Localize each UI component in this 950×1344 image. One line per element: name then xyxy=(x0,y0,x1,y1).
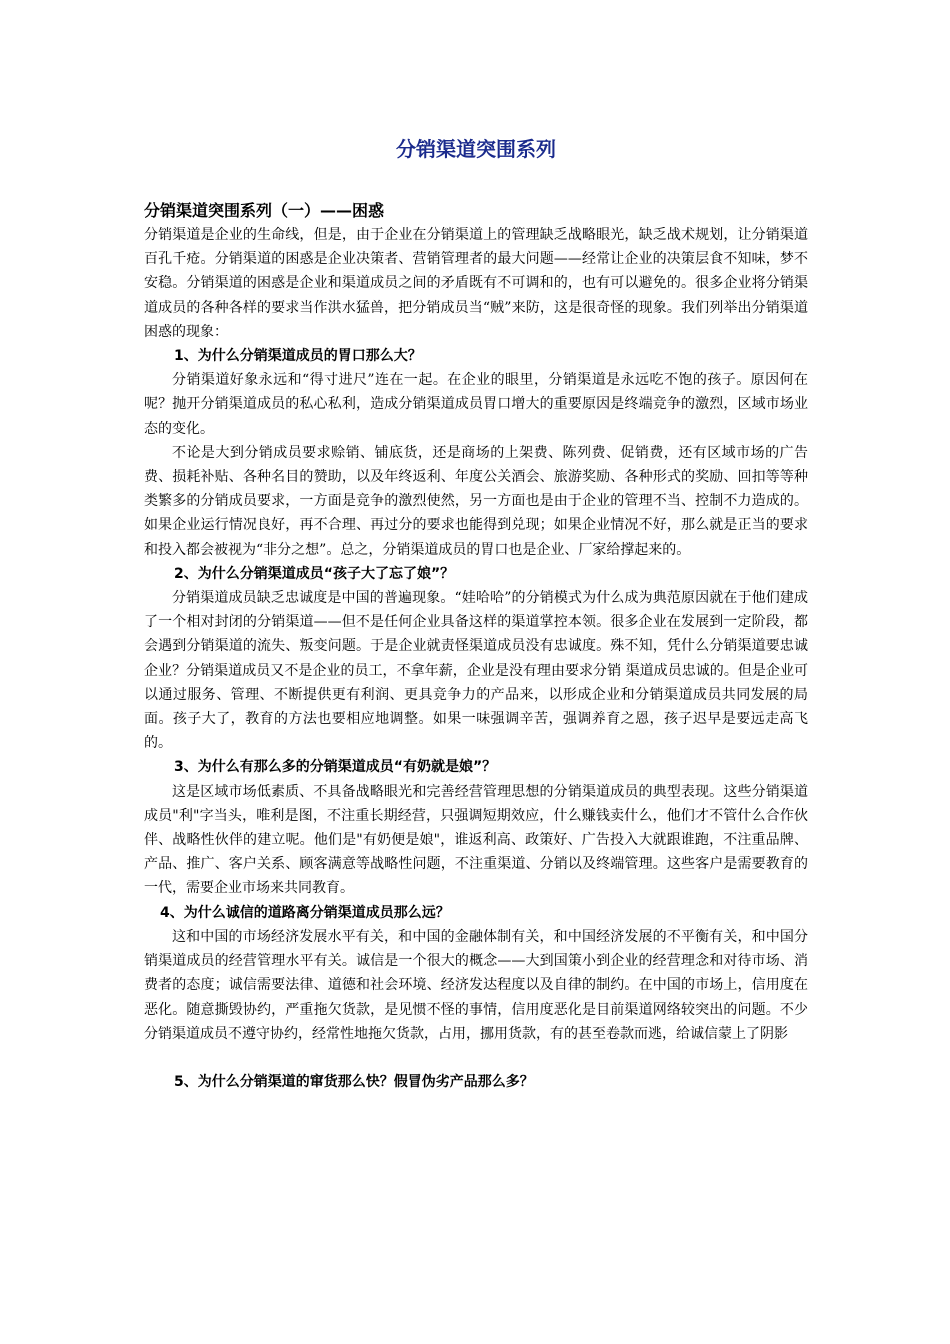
document-title: 分销渠道突围系列 xyxy=(396,137,556,161)
document-body xyxy=(144,223,808,1094)
paragraph-3-1: 这是区域市场低素质、不具备战略眼光和完善经营管理思想的分销渠道成员的典型表现。这些分销渠道成员"利"字当头，唯利是图，不注重长期经营，只强调短期效应，什么赚钱卖什么，他们才不管什么合作伙伴、战略性伙伴的建立呢。他们是"有奶便是娘"，谁返利高、政策好、广告投入大就跟谁跑，不注重品牌、产品、推广、客户关系、顾客满意等战略性问题，不注重渠道、分销以及终端管理。这些客户是需要教育的一代，需要企业市场来共同教育。 xyxy=(144,783,808,897)
paragraph-gap xyxy=(144,1046,808,1070)
question-heading-2: 2、为什么分销渠道成员“孩子大了忘了娘”？ xyxy=(174,565,455,582)
section-heading: 分销渠道突围系列（一）——困惑 xyxy=(144,201,385,220)
paragraph-1-1: 分销渠道好象永远和“得寸进尺”连在一起。在企业的眼里，分销渠道是永远吃不饱的孩子。原因何在呢？抛开分销渠道成员的私心私利，造成分销渠道成员胃口增大的重要原因是终端竞争的激烈，区域市场业态的变化。 xyxy=(144,372,808,437)
question-heading-1: 1、为什么分销渠道成员的胃口那么大？ xyxy=(174,348,422,365)
paragraph-4-1: 这和中国的市场经济发展水平有关，和中国的金融体制有关，和中国经济发展的不平衡有关，和中国分销渠道成员的经营管理水平有关。诚信是一个很大的概念——大到国策小到企业的经营理念和对待市场、消费者的态度；诚信需要法律、道德和社会环境、经济发达程度以及自律的制约。在中国的市场上，信用度在恶化。随意撕毁协约，严重拖欠货款，是见惯不怪的事情，信用度恶化是目前渠道网络较突出的问题。不少分销渠道成员不遵守协约，经常性地拖欠货款，占用，挪用货款，有的甚至卷款而逃，给诚信蒙上了阴影 xyxy=(144,928,808,1042)
question-heading-5: 5、为什么分销渠道的窜货那么快？假冒伪劣产品那么多？ xyxy=(174,1073,534,1090)
paragraph-1-2: 不论是大到分销成员要求赊销、铺底货，还是商场的上架费、陈列费、促销费，还有区域市场的广告费、损耗补贴、各种名目的赞助，以及年终返利、年度公关酒会、旅游奖励、各种形式的奖励、回扣等等种类繁多的分销成员要求，一方面是竞争的激烈使然，另一方面也是由于企业的管理不当、控制不力造成的。如果企业运行情况良好，再不合理、再过分的要求也能得到兑现；如果企业情况不好，那么就是正当的要求和投入都会被视为“非分之想”。总之，分销渠道成员的胃口也是企业、厂家给撑起来的。 xyxy=(144,444,808,558)
question-heading-3: 3、为什么有那么多的分销渠道成员“有奶就是娘”？ xyxy=(174,759,497,776)
question-heading-4: 4、为什么诚信的道路离分销渠道成员那么远？ xyxy=(160,904,450,921)
intro-paragraph: 分销渠道是企业的生命线，但是，由于企业在分销渠道上的管理缺乏战略眼光，缺乏战术规划，让分销渠道百孔千疮。分销渠道的困惑是企业决策者、营销管理者的最大问题——经常让企业的决策层食不知味，梦不安稳。分销渠道的困惑是企业和渠道成员之间的矛盾既有不可调和的，也有可以避免的。很多企业将分销渠道成员的各种各样的要求当作洪水猛兽，把分销成员当“贼”来防，这是很奇怪的现象。我们列举出分销渠道困惑的现象： xyxy=(144,227,808,340)
paragraph-2-1: 分销渠道成员缺乏忠诚度是中国的普遍现象。“娃哈哈”的分销模式为什么成为典范原因就在于他们建成了一个相对封闭的分销渠道——但不是任何企业具备这样的渠道掌控本领。很多企业在发展到一定阶段，都会遇到分销渠道的流失、叛变问题。于是企业就责怪渠道成员没有忠诚度。殊不知，凭什么分销渠道要忠诚企业？分销渠道成员又不是企业的员工，不拿年薪，企业是没有理由要求分销 渠道成员忠诚的。但是企业可以通过服务、管理、不断提供更有利润、更具竞争力的产品来，以形成企业和分销渠道成员共同发展的局面。孩子大了，教育的方法也要相应地调整。如果一味强调辛苦，强调养育之恩，孩子迟早是要远走高飞的。 xyxy=(144,590,808,752)
